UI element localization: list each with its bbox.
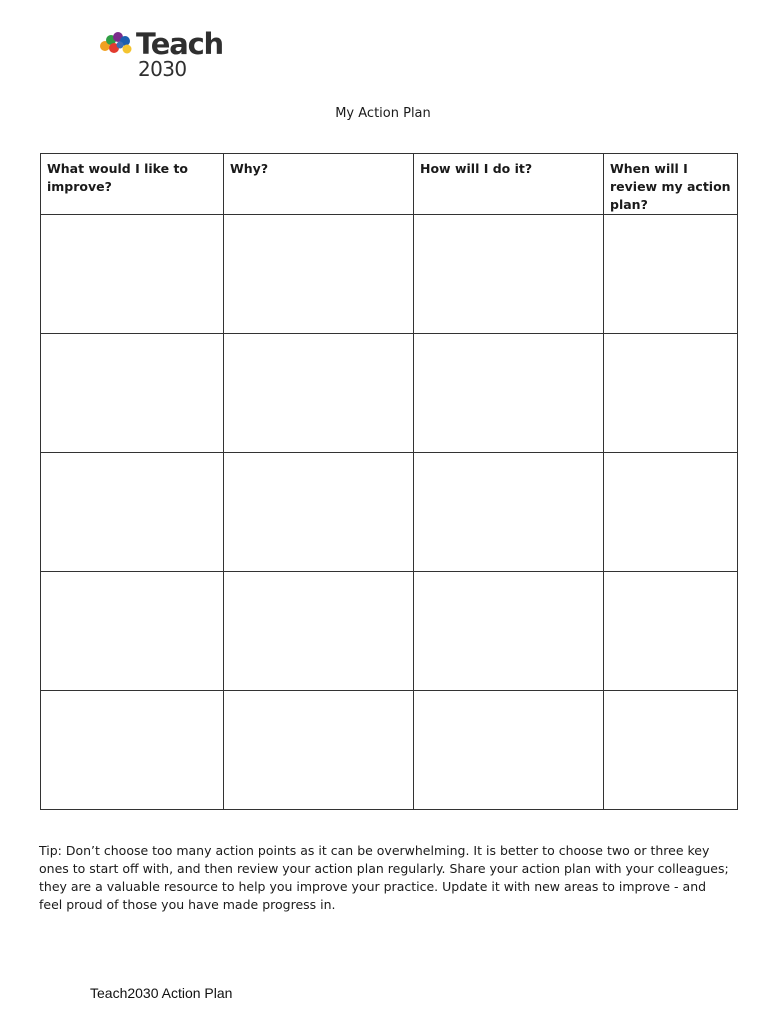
table-row <box>41 453 738 572</box>
action-plan-table <box>40 153 738 810</box>
table-row <box>41 334 738 453</box>
table-cell[interactable] <box>414 572 604 691</box>
page-footer: Teach2030 Action Plan <box>90 985 233 1001</box>
teach2030-logo-mark-icon <box>99 32 135 58</box>
table-cell[interactable] <box>41 334 224 453</box>
table-cell[interactable] <box>41 215 224 334</box>
column-header-improve: What would I like to improve? <box>41 154 224 215</box>
table-header-row <box>41 154 738 215</box>
table-cell[interactable] <box>224 572 414 691</box>
column-header-review: When will I review my action plan? <box>604 154 738 215</box>
table-cell[interactable] <box>604 572 738 691</box>
table-row <box>41 691 738 810</box>
table-cell[interactable] <box>414 691 604 810</box>
teach2030-logo <box>99 27 229 82</box>
table-row <box>41 215 738 334</box>
page-title: My Action Plan <box>335 106 431 121</box>
table-cell[interactable] <box>604 334 738 453</box>
table-cell[interactable] <box>41 453 224 572</box>
table-cell[interactable] <box>224 691 414 810</box>
tip-paragraph: Tip: Don’t choose too many action points as it can be overwhelming. It is better to choose two or three key ones to start off with, and then review your action plan regularly. Share your action plan with your colleagues; they are a valuable resource to help you improve your practice. Update it with new areas to improve - and feel proud of those you have made progress in. <box>39 843 729 912</box>
table-cell[interactable] <box>224 453 414 572</box>
logo-year: 2030 <box>138 57 187 81</box>
table-cell[interactable] <box>604 691 738 810</box>
table-cell[interactable] <box>414 334 604 453</box>
table-cell[interactable] <box>604 453 738 572</box>
table-row <box>41 572 738 691</box>
column-header-why: Why? <box>224 154 414 215</box>
table-cell[interactable] <box>224 334 414 453</box>
table-cell[interactable] <box>41 572 224 691</box>
logo-wordmark: Teach <box>136 27 224 61</box>
table-cell[interactable] <box>41 691 224 810</box>
table-cell[interactable] <box>414 453 604 572</box>
table-cell[interactable] <box>604 215 738 334</box>
table-cell[interactable] <box>414 215 604 334</box>
column-header-how: How will I do it? <box>414 154 604 215</box>
table-cell[interactable] <box>224 215 414 334</box>
